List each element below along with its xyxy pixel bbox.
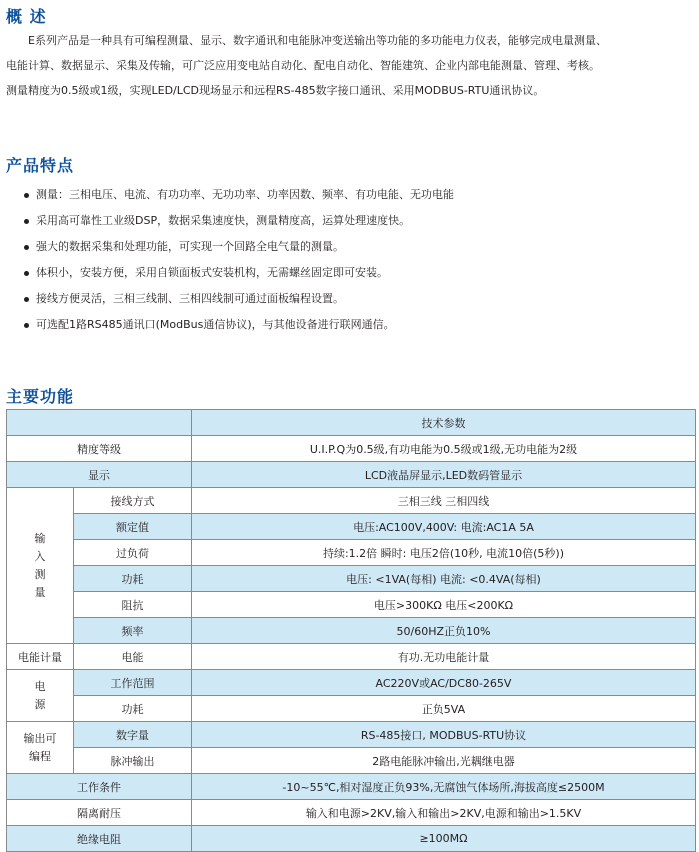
feature-item: 接线方便灵活，三相三线制、三相四线制可通过面板编程设置。: [24, 286, 454, 312]
table-row: [7, 644, 696, 670]
bullet-icon: [24, 323, 29, 328]
row-value: 持续:1.2倍 瞬时: 电压2倍(10秒, 电流10倍(5秒)): [192, 540, 696, 566]
row-label: 接线方式: [74, 488, 192, 514]
group-input: 输 入 测 量: [7, 488, 74, 644]
feature-item: 体积小，安装方便，采用自锁面板式安装机构，无需螺丝固定即可安装。: [24, 260, 454, 286]
row-value: -10~55℃,相对湿度正负93%,无腐蚀气体场所,海拔高度≤2500M: [192, 774, 696, 800]
row-label: 过负荷: [74, 540, 192, 566]
feature-item: 可选配1路RS485通讯口(ModBus通信协议)，与其他设备进行联网通信。: [24, 312, 454, 338]
overview-heading: 概 述: [6, 7, 47, 26]
row-label: 精度等级: [7, 436, 192, 462]
row-label: 隔离耐压: [7, 800, 192, 826]
row-value: U.I.P.Q为0.5级,有功电能为0.5级或1级,无功电能为2级: [192, 436, 696, 462]
table-row: [7, 696, 696, 722]
overview-paragraph: [6, 28, 696, 103]
row-value: 输入和电源>2KV,输入和输出>2KV,电源和输出>1.5KV: [192, 800, 696, 826]
row-value: 2路电能脉冲输出,光耦继电器: [192, 748, 696, 774]
features-list: [24, 182, 454, 338]
bullet-icon: [24, 271, 29, 276]
feature-item: 测量：三相电压、电流、有功功率、无功功率、功率因数、频率、有功电能、无功电能: [24, 182, 454, 208]
row-value: 电压>300KΩ 电压<200KΩ: [192, 592, 696, 618]
row-label: 功耗: [74, 696, 192, 722]
row-value: RS-485接口, MODBUS-RTU协议: [192, 722, 696, 748]
row-label: 电能: [74, 644, 192, 670]
overview-line: 电能计算、数据显示、采集及传输，可广泛应用变电站自动化、配电自动化、智能建筑、企业内部电能测量、管理、考核。: [6, 59, 600, 72]
spec-table: [6, 409, 696, 852]
row-label: 绝缘电阻: [7, 826, 192, 852]
table-row: [7, 670, 696, 696]
row-value: 有功.无功电能计量: [192, 644, 696, 670]
table-row: [7, 800, 696, 826]
row-value: 正负5VA: [192, 696, 696, 722]
group-energy: 电能计量: [7, 644, 74, 670]
row-label: 额定值: [74, 514, 192, 540]
table-row: [7, 488, 696, 514]
row-label: 脉冲输出: [74, 748, 192, 774]
table-row: [7, 462, 696, 488]
header-blank: [7, 410, 192, 436]
functions-heading: 主要功能: [6, 387, 75, 406]
table-row: [7, 566, 696, 592]
row-label: 功耗: [74, 566, 192, 592]
table-row: [7, 774, 696, 800]
feature-item: 强大的数据采集和处理功能，可实现一个回路全电气量的测量。: [24, 234, 454, 260]
table-row: [7, 748, 696, 774]
group-power: 电 源: [7, 670, 74, 722]
row-value: 三相三线 三相四线: [192, 488, 696, 514]
overview-line: 测量精度为0.5级或1级，实现LED/LCD现场显示和远程RS-485数字接口通讯、采用MODBUS-RTU通讯协议。: [6, 84, 545, 97]
row-value: ≥100MΩ: [192, 826, 696, 852]
table-row: [7, 514, 696, 540]
header-params: 技术参数: [192, 410, 696, 436]
feature-item: 采用高可靠性工业级DSP，数据采集速度快，测量精度高，运算处理速度快。: [24, 208, 454, 234]
features-heading: 产品特点: [6, 156, 75, 175]
table-row: [7, 540, 696, 566]
row-value: AC220V或AC/DC80-265V: [192, 670, 696, 696]
overview-line: E系列产品是一种具有可编程测量、显示、数字通讯和电能脉冲变送输出等功能的多功能电力仪表，能够完成电量测量、: [28, 34, 607, 47]
table-row: [7, 592, 696, 618]
row-label: 阻抗: [74, 592, 192, 618]
bullet-icon: [24, 219, 29, 224]
table-row: [7, 436, 696, 462]
row-label: 频率: [74, 618, 192, 644]
bullet-icon: [24, 245, 29, 250]
row-label: 工作条件: [7, 774, 192, 800]
row-label: 数字量: [74, 722, 192, 748]
row-value: 电压: <1VA(每相) 电流: <0.4VA(每相): [192, 566, 696, 592]
row-label: 工作范围: [74, 670, 192, 696]
row-value: 电压:AC100V,400V: 电流:AC1A 5A: [192, 514, 696, 540]
row-label: 显示: [7, 462, 192, 488]
row-value: 50/60HZ正负10%: [192, 618, 696, 644]
table-row: [7, 722, 696, 748]
row-value: LCD液晶屏显示,LED数码管显示: [192, 462, 696, 488]
bullet-icon: [24, 297, 29, 302]
table-row: [7, 826, 696, 852]
table-row: [7, 618, 696, 644]
group-output: 输出可 编程: [7, 722, 74, 774]
bullet-icon: [24, 193, 29, 198]
table-header-row: [7, 410, 696, 436]
